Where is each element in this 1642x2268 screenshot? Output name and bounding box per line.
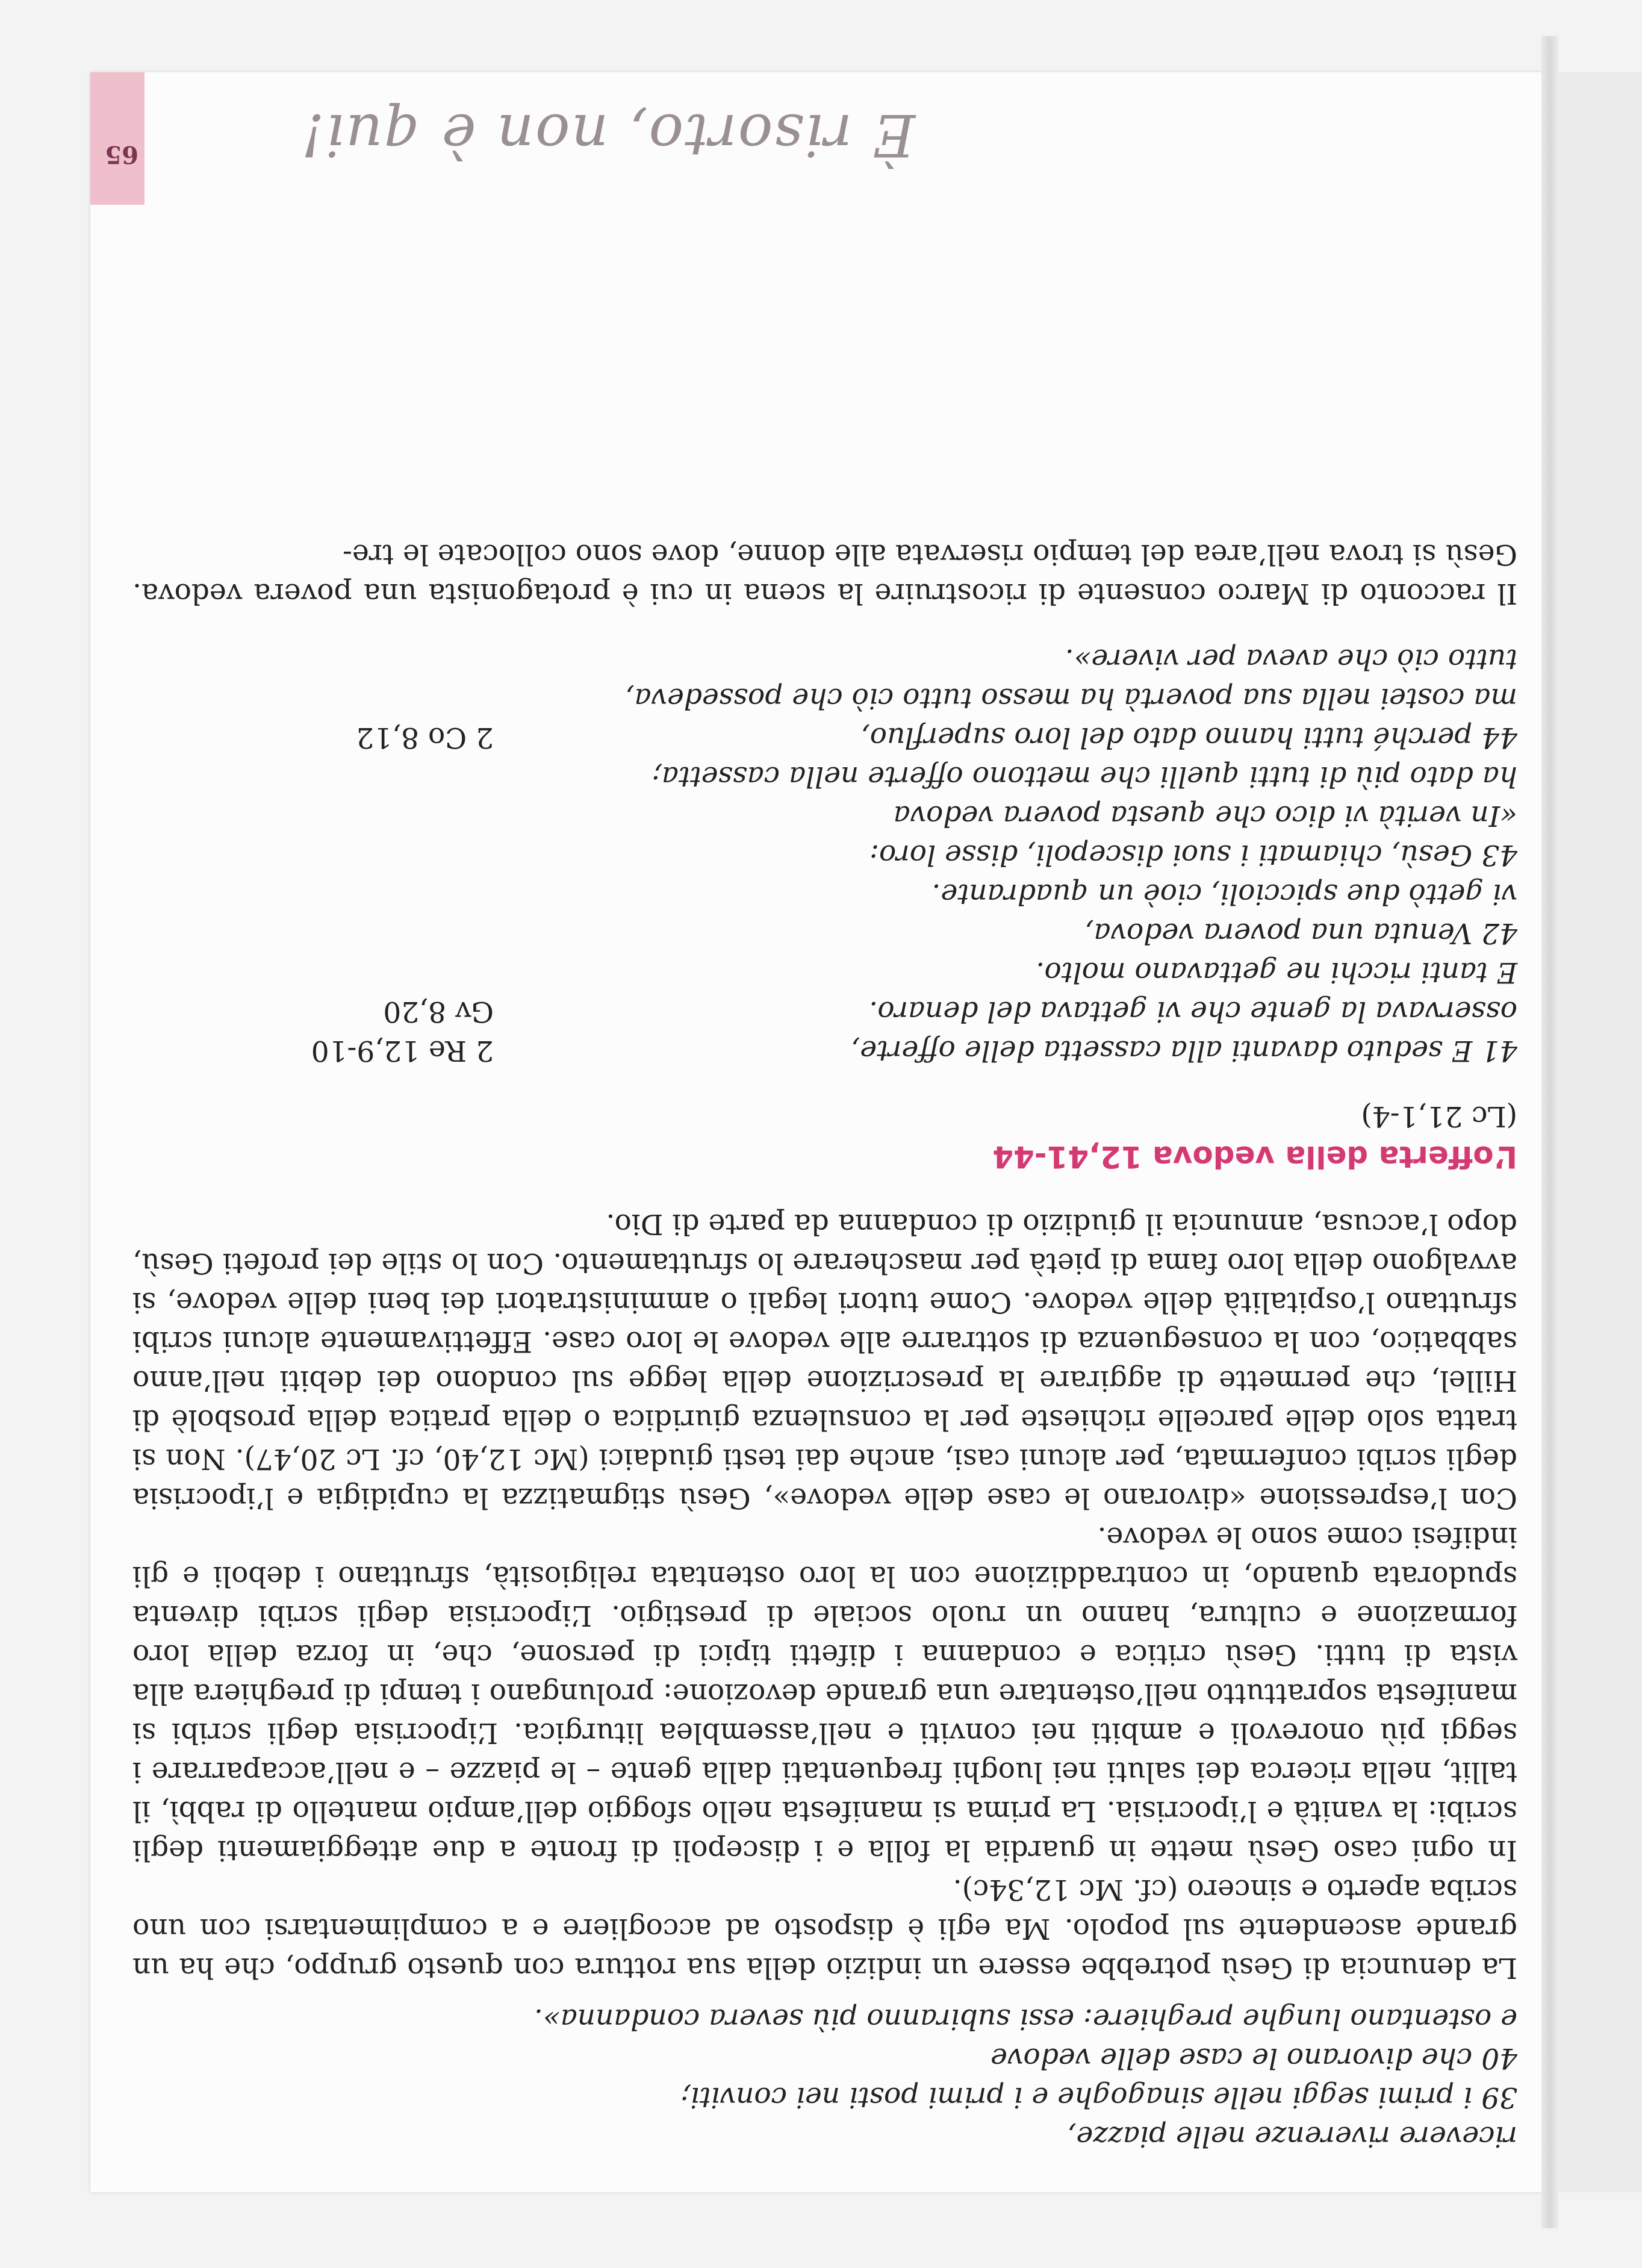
page-number-tab: [90, 72, 145, 205]
lectio-line: [132, 874, 1517, 914]
page-edge: [1553, 72, 1642, 2192]
lectio-line: [132, 718, 1517, 757]
verse-text: 42 Venuta una povera vedova,: [1084, 917, 1517, 950]
intro-verse: 39 i primi seggi nelle sinagoghe e i primi posti nei conviti;: [680, 2081, 1517, 2114]
commentary-paragraph: La denuncia di Gesù potrebbe essere un indizio della sua rottura con questo gruppo, che ha un grande ascendente sul popolo. Ma egli è disposto ad accogliere e a complimentarsi con uno scriba aperto e sincero (cf. Mc 12,34c).: [132, 1873, 1517, 1984]
verse-text: ma costei nella sua povertà ha messo tutto ciò che possedeva,: [625, 682, 1517, 715]
lectio-line: [132, 914, 1517, 953]
closing-paragraph: Il racconto di Marco consente di ricostruire la scena in cui è protagonista una povera vedova. Gesù si trova nell’area del tempio riservata alle donne, dove sono collocate le tre-: [132, 538, 1517, 610]
lectio-line: [132, 757, 1517, 796]
lectio-line: [132, 796, 1517, 835]
lectio-block: [132, 640, 1517, 1070]
verse-text: 41 E seduto davanti alla cassetta delle offerte,: [851, 1034, 1517, 1067]
page-number: 65: [105, 140, 138, 169]
running-title: È risorto, non è qui!: [300, 101, 915, 169]
intro-verse: ricevere riverenze nelle piazze,: [1067, 2120, 1517, 2153]
verse-text: vi gettò due spiccioli, cioè un quadrante.: [931, 877, 1517, 911]
intro-verse: e ostentano lunghe preghiere: essi subiranno più severa condanna».: [534, 2002, 1517, 2036]
lectio-line: [132, 1031, 1517, 1070]
margin-reference: Gv 8,20: [383, 995, 494, 1028]
section-title: L’offerta della vedova 12,41-44: [992, 1139, 1517, 1174]
lectio-line: [132, 835, 1517, 874]
verse-text: osservava la gente che vi gettava del denaro.: [869, 995, 1517, 1028]
commentary-paragraph: In ogni caso Gesù mette in guardia la folla e i discepoli di fronte a due atteggiamenti degli scribi: la vanità e l’ipocrisia. La prima si manifesta nello sfoggio dell’ampio mantello di rabbì, il tallit, nella ricerca dei saluti nei luoghi frequentati dalla gente – le piazze – e nell’accaparrare i seggi più onorevoli e ambiti nei conviti e nell’assemblea liturgica. L’ipocrisia degli scribi si manifesta soprattutto nell’ostentare una grande devozione: prolungano i tempi di preghiera alla vista di tutti. Gesù critica e condanna i difetti tipici di persone, che, in forza della loro formazione e cultura, hanno un ruolo sociale di prestigio. L’ipocrisia degli scribi diventa spudorata quando, in contraddizione con la loro ostentata religiosità, sfruttano i deboli e gli indifesi come sono le vedove.: [132, 1521, 1517, 1867]
intro-verse: 40 che divorano le case delle vedove: [990, 2042, 1517, 2075]
lectio-line: [132, 640, 1517, 679]
running-header: [90, 72, 1553, 205]
book-page: [90, 72, 1553, 2192]
margin-reference: 2 Re 12,9-10: [311, 1034, 494, 1067]
verse-text: «In verità vi dico che questa povera vedova: [893, 799, 1517, 832]
verse-text: ha dato più di tutti quelli che mettono offerte nella cassetta;: [652, 760, 1517, 793]
commentary-paragraph: Con l’espressione «divorano le case delle vedove», Gesù stigmatizza la cupidigia e l’ipocrisia degli scribi confermata, per alcuni casi, anche dai testi giudaici (Mc 12,40, cf. Lc 20,47). Non si tratta solo delle parcelle richieste per la consulenza giuridica o della pratica della prosbolè di Hillel, che permette di aggirare la prescrizione della legge sul condono dei debiti nell’anno sabbatico, con la conseguenza di sottrarre alle vedove le loro case. Effettivamente alcuni scribi sfruttano l’ospitalità delle vedove. Come tutori legali o amministratori dei beni delle vedove, si avvalgono della loro fama di pietà per mascherare lo sfruttamento. Con lo stile dei profeti Gesù, dopo l’accusa, annuncia il giudizio di condanna da parte di Dio.: [132, 1207, 1517, 1515]
margin-reference: 2 Co 8,12: [356, 721, 494, 754]
lectio-line: [132, 992, 1517, 1031]
verse-text: 44 perché tutti hanno dato del loro superfluo,: [860, 721, 1517, 754]
parallel-reference: (Lc 21,1-4): [1361, 1100, 1517, 1133]
page-body: [132, 535, 1517, 2156]
verse-text: 43 Gesù, chiamati i suoi discepoli, disse loro:: [869, 838, 1517, 871]
verse-text: E tanti ricchi ne gettavano molto.: [1036, 956, 1517, 989]
lectio-line: [132, 953, 1517, 992]
verse-text: tutto ciò che aveva per vivere».: [1065, 643, 1517, 676]
lectio-line: [132, 679, 1517, 718]
